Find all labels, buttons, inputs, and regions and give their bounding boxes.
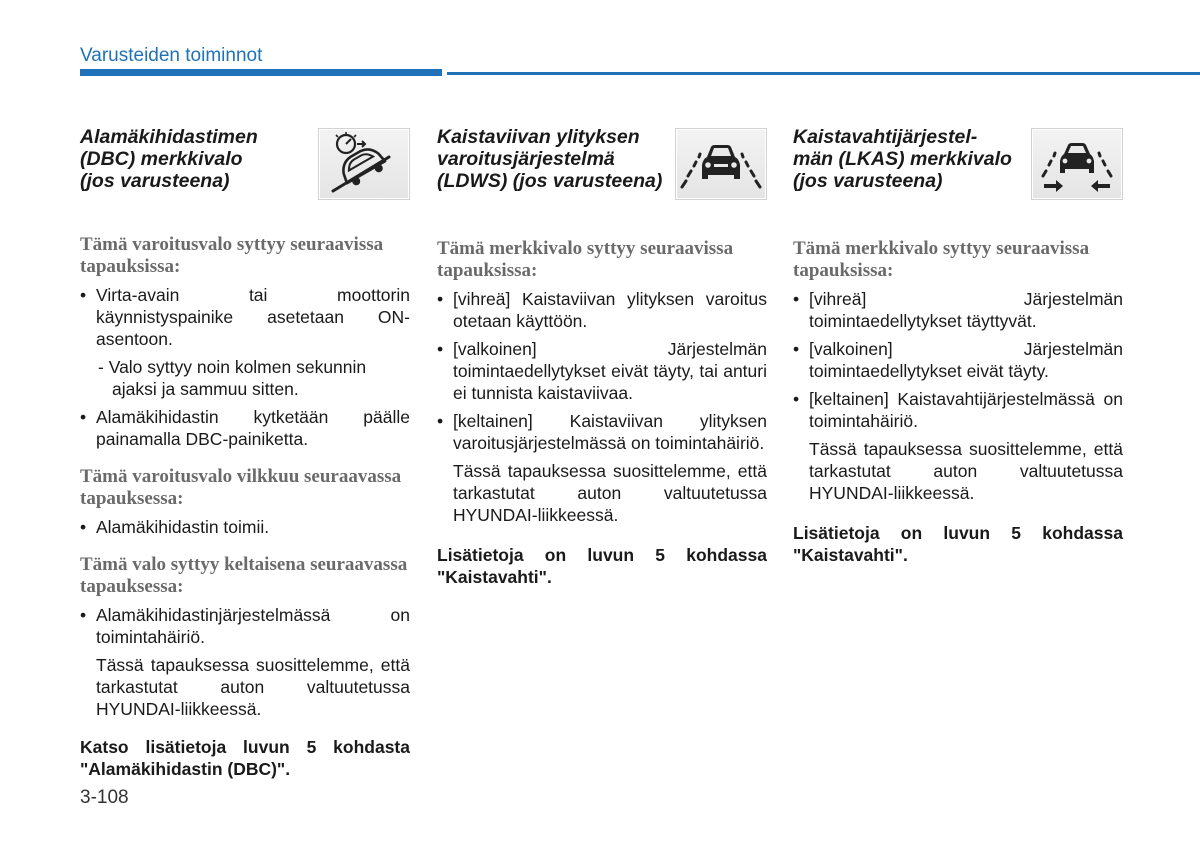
header-title: Varusteiden toiminnot bbox=[80, 45, 263, 66]
list-item: • Alamäkihidastin toimii. bbox=[80, 516, 410, 538]
header-rule-thin bbox=[447, 72, 1200, 75]
section-title: Kaistavahtijärjestel- män (LKAS) merkkivalo (jos varusteena) bbox=[793, 126, 1012, 192]
note-text: Tässä tapauksessa suosittelemme, että tarkastutat auton valtuutetussa HYUNDAI-liikkeessä. bbox=[96, 655, 410, 719]
list-item: • Virta-avain tai moottorin käynnistyspainike asetetaan ON-asentoon. bbox=[80, 284, 410, 350]
list-item: • Alamäkihidastinjärjestelmässä on toimintahäiriö. bbox=[80, 604, 410, 648]
section-lead: Tämä valo syttyy keltaisena seuraavassa tapauksessa: bbox=[80, 554, 408, 597]
section-title: Alamäkihidastimen (DBC) merkkivalo (jos varusteena) bbox=[80, 126, 258, 192]
lkas-indicator-icon bbox=[1031, 128, 1123, 200]
list-item: • Alamäkihidastin kytketään päälle painamalla DBC-painiketta. bbox=[80, 406, 410, 450]
sub-item: - Valo syttyy noin kolmen sekunnin ajaksi ja sammuu sitten. bbox=[98, 357, 367, 399]
list-item: • [vihreä] Kaistaviivan ylityksen varoitus otetaan käyttöön. bbox=[437, 288, 767, 332]
section-lead: Tämä merkkivalo syttyy seuraavissa tapauksissa: bbox=[437, 238, 734, 281]
reference-text: Katso lisätietoja luvun 5 kohdasta "Alamäkihidastin (DBC)". bbox=[80, 737, 410, 779]
section-dbc bbox=[80, 126, 410, 780]
section-ldws bbox=[437, 126, 767, 588]
section-lead: Tämä varoitusvalo syttyy seuraavissa tapauksissa: bbox=[80, 234, 384, 277]
dbc-indicator-icon bbox=[318, 128, 410, 200]
page-number: 3-108 bbox=[80, 787, 129, 808]
list-item: • [keltainen] Kaistavahtijärjestelmässä on toimintahäiriö. bbox=[793, 388, 1123, 432]
reference-text: Lisätietoja on luvun 5 kohdassa "Kaistavahti". bbox=[437, 545, 767, 587]
list-item: • [keltainen] Kaistaviivan ylityksen varoitusjärjestelmässä on toimintahäiriö. bbox=[437, 410, 767, 454]
section-lkas bbox=[793, 126, 1123, 566]
list-item: • [vihreä] Järjestelmän toimintaedellytykset täyttyvät. bbox=[793, 288, 1123, 332]
section-lead: Tämä varoitusvalo vilkkuu seuraavassa tapauksessa: bbox=[80, 466, 402, 509]
note-text: Tässä tapauksessa suosittelemme, että tarkastutat auton valtuutetussa HYUNDAI-liikkeessä. bbox=[809, 439, 1123, 503]
section-title: Kaistaviivan ylityksen varoitusjärjestelmä (LDWS) (jos varusteena) bbox=[437, 126, 663, 192]
reference-text: Lisätietoja on luvun 5 kohdassa "Kaistavahti". bbox=[793, 523, 1123, 565]
note-text: Tässä tapauksessa suosittelemme, että tarkastutat auton valtuutetussa HYUNDAI-liikkeessä. bbox=[453, 461, 767, 525]
section-lead: Tämä merkkivalo syttyy seuraavissa tapauksissa: bbox=[793, 238, 1090, 281]
ldws-indicator-icon bbox=[675, 128, 767, 200]
list-item: • [valkoinen] Järjestelmän toimintaedellytykset eivät täyty. bbox=[793, 338, 1123, 382]
header-rule-thick bbox=[80, 69, 442, 76]
list-item: • [valkoinen] Järjestelmän toimintaedellytykset eivät täyty, tai anturi ei tunnista kaistaviivaa. bbox=[437, 338, 767, 404]
